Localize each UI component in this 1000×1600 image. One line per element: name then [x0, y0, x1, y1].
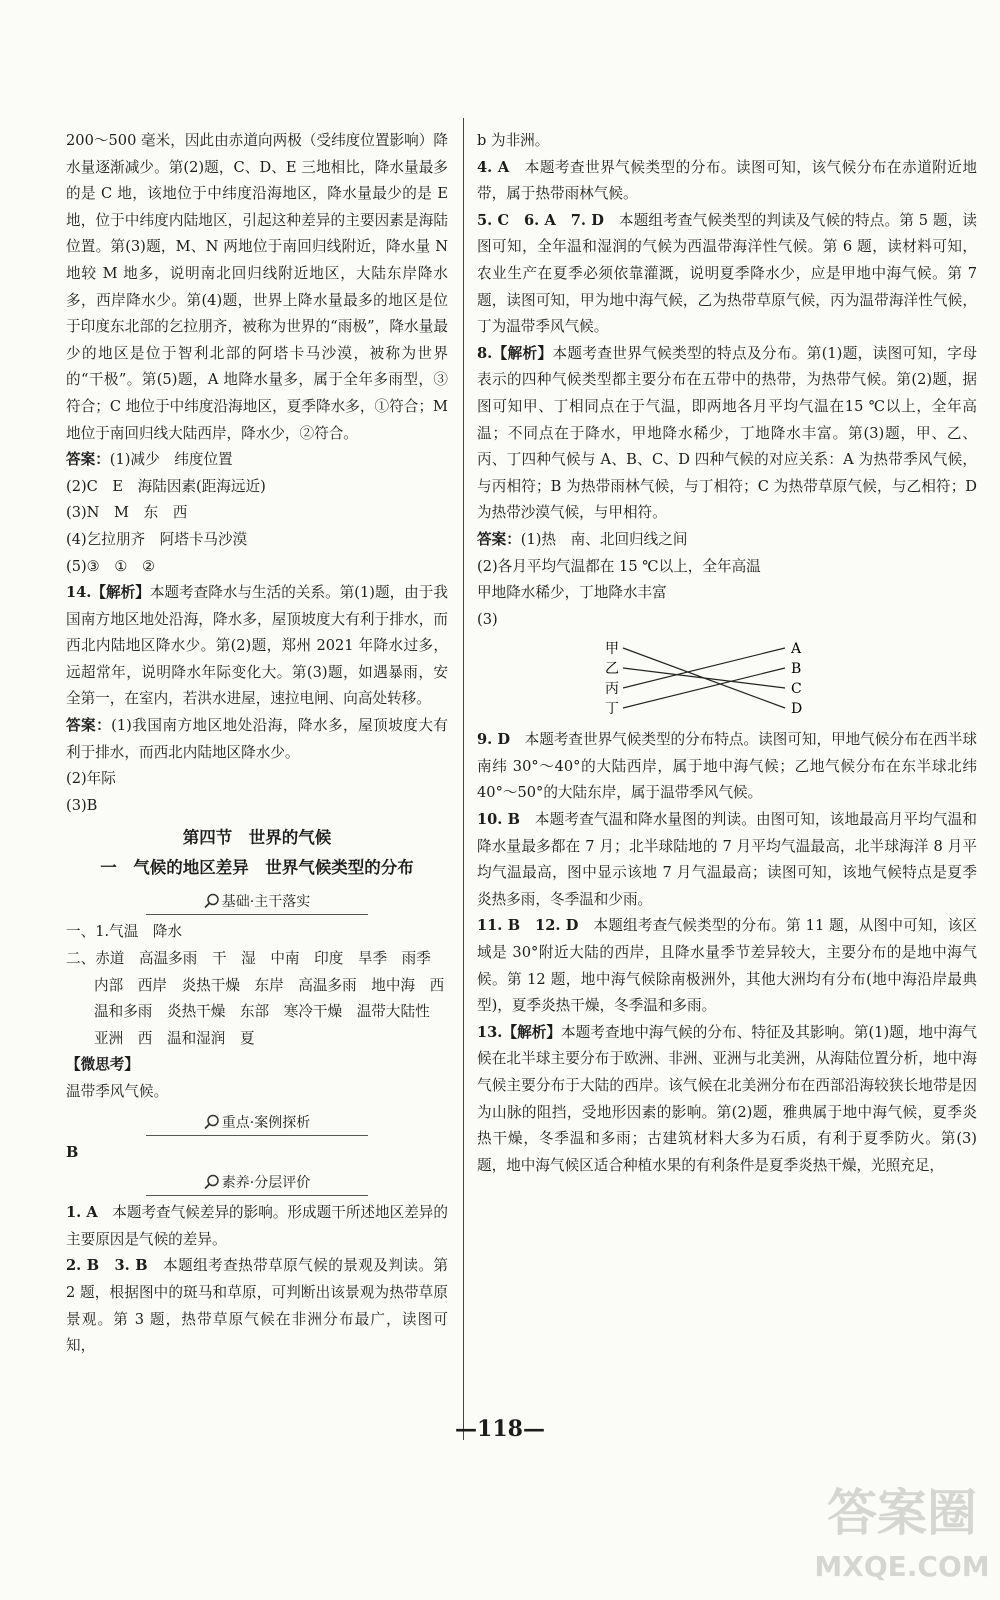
analysis-text: 本题考查地中海气候的分布、特征及其影响。第(1)题，地中海气候在北半球主要分布于欧洲、非洲、亚洲与北美洲，从海陆位置分析，地中海气候主要分布于大陆的西岸。该气候在北美洲分布在西部沿海较狭长地带是因为山脉的阻挡，受地形因素的影响。第(2)题，雅典属于地中海气候，夏季炎热干燥，冬季温和多雨；古建筑材料大多为石质，有利于夏季防火。第(3)题，地中海气候区适合种植水果的有利条件是夏季炎热干燥，光照充足， — [477, 1023, 977, 1174]
basics-line-2: 二、赤道 高温多雨 干 湿 中南 印度 旱季 雨季 — [66, 950, 431, 968]
question-number: 10. B — [477, 811, 520, 829]
q13-answer-4: (4)乞拉朋齐 阿塔卡马沙漠 — [66, 530, 248, 548]
diagram-right-label-0: A — [791, 641, 802, 658]
magnifier-icon — [204, 893, 220, 909]
basics-line-5: 亚洲 西 温和湿润 夏 — [94, 1029, 255, 1047]
answer-label: 答案： — [66, 717, 112, 735]
page-number: —118— — [455, 1416, 545, 1442]
diagram-right-label-2: C — [791, 681, 802, 698]
q4-analysis — [477, 155, 977, 208]
basics-line-1: 一、1.气温 降水 — [66, 923, 183, 941]
matching-diagram — [605, 639, 977, 721]
match-line-yi-c — [623, 668, 785, 688]
analysis-text: 本题考查世界气候类型的分布特点。读图可知，甲地气候分布在西半球南纬 30°～40°的大陆西岸，属于地中海气候；乙地气候分布在东半球北纬 40°～50°的大陆东岸，属于温带季风气候。 — [477, 731, 978, 802]
q8-analysis — [477, 341, 977, 527]
answer-line: (1)热 南、北回归线之间 — [520, 530, 688, 548]
banner-underline — [146, 1195, 368, 1196]
banner-underline — [146, 914, 368, 915]
diagram-right-label-3: D — [791, 701, 803, 718]
question-number: 13. — [477, 1023, 503, 1041]
diagram-left-label-0: 甲 — [605, 641, 619, 658]
banner-basics — [66, 885, 448, 919]
analysis-text: 本题考查气候差异的影响。形成题干所述地区差异的主要原因是气候的差异。 — [66, 1204, 448, 1248]
basics-line-4: 温和多雨 炎热干燥 东部 寒冷干燥 温带大陆性 — [94, 1003, 430, 1021]
analysis-text: 本题组考查气候类型的分布。第 11 题，从图中可知，该区域是 30°附近大陆的西岸，且降水量季节差异较大，主要分布的是地中海气候。第 12 题，地中海气候除南极洲外，其他大洲均有分布(地中海沿岸最典型)，夏季炎热干燥，冬季温和多雨。 — [477, 917, 977, 1015]
analysis-text: 本题考查世界气候类型的特点及分布。第(1)题，读图可知，字母表示的四种气候类型都主要分布在五带中的热带，为热带气候。第(2)题，据图可知甲、丁相同点在于气温，即两地各月平均气温在15 ℃以上，全年高温；不同点在于降水，甲地降水稀少，丁地降水丰富。第(3)题，甲、乙、丙、丁四种气候与 A、B、C、D 四种气候的对应关系：A 为热带季风气候，与丙相符；B 为热带雨林气候，与丁相符；C 为热带草原气候，与乙相符；D 为热带沙漠气候，与甲相符。 — [477, 344, 977, 522]
analysis-text: 本题考查气温和降水量图的判读。由图可知，该地最高月平均气温和降水量最多都在 7 月；北半球陆地的 7 月平均气温最高，北半球海洋 8 月平均气温最高，图中显示该地 7 月气温最高；读图可知，该地气候特点是夏季炎热多雨，冬季温和少雨。 — [477, 811, 977, 908]
q9-analysis — [477, 727, 977, 807]
answer-label: 答案： — [477, 530, 521, 548]
q3-continued: b 为非洲。 — [477, 132, 550, 149]
right-column — [477, 128, 977, 1179]
case-answer: B — [66, 1143, 79, 1161]
diagram-left-label-3: 丁 — [605, 701, 619, 718]
banner-case — [66, 1106, 448, 1140]
magnifier-icon — [204, 1174, 220, 1190]
q13-answer-1 — [66, 447, 448, 474]
q14-answer-2: (2)年际 — [66, 770, 116, 788]
banner-text: 基础·主干落实 — [221, 894, 311, 911]
q10-analysis — [477, 807, 977, 913]
analysis-tag: 【解析】 — [91, 584, 150, 602]
q2-3-analysis — [66, 1253, 448, 1359]
column-divider — [463, 118, 464, 1440]
match-line-bing-a — [623, 648, 785, 688]
q8-answer-4: (3) — [477, 610, 498, 628]
q13-answer-5: (5)③ ① ② — [66, 557, 156, 575]
question-number: 5. C 6. A 7. D — [477, 211, 604, 229]
question-number: 14. — [66, 584, 92, 602]
question-number: 4. A — [477, 158, 510, 176]
answer-line: (1)我国南方地区地处沿海，降水多，屋顶坡度大有利于排水，而西北内陆地区降水少。 — [66, 717, 448, 761]
matching-lines-svg — [605, 639, 805, 717]
analysis-tag: 【解析】 — [502, 1023, 562, 1041]
question-number: 11. B 12. D — [477, 917, 579, 935]
q8-answer-1 — [477, 527, 977, 554]
watermark-text: 答案圈 — [827, 1484, 977, 1542]
magnifier-icon — [204, 1114, 220, 1130]
watermark-url: MXQE.COM — [814, 1550, 990, 1583]
q5-7-analysis — [477, 208, 977, 341]
banner-text: 素养·分层评价 — [221, 1175, 311, 1192]
answer-line: (1)减少 纬度位置 — [109, 451, 233, 469]
banner-text: 重点·案例探析 — [221, 1114, 311, 1131]
q14-answer-1 — [66, 713, 448, 766]
answer-label: 答案： — [66, 451, 110, 469]
watermark-logo — [812, 1468, 992, 1588]
section-title: 第四节 世界的气候 — [182, 828, 332, 848]
q11-12-analysis — [477, 913, 977, 1019]
question-number: 2. B 3. B — [66, 1257, 148, 1275]
match-line-ding-b — [623, 668, 785, 708]
banner-underline — [146, 1135, 368, 1136]
diagram-right-label-1: B — [791, 661, 802, 678]
basics-line-3: 内部 西岸 炎热干燥 东岸 高温多雨 地中海 西 — [94, 976, 445, 994]
analysis-text: 本题组考查气候类型的判读及气候的特点。第 5 题，读图可知，全年温和湿润的气候为西温带海洋性气候。第 6 题，读材料可知，农业生产在夏季必须依靠灌溉，说明夏季降水少，应是甲地中海气候。第 7 题，读图可知，甲为地中海气候，乙为热带草原气候，丙为温带海洋性气候，丁为温带季风气候。 — [477, 211, 977, 336]
q13-answer-3: (3)N M 东 西 — [66, 504, 188, 522]
diagram-left-label-1: 乙 — [605, 661, 619, 678]
left-column — [66, 128, 448, 1360]
question-number: 9. D — [477, 731, 510, 749]
diagram-left-label-2: 丙 — [605, 681, 619, 698]
subsection-title: 一 气候的地区差异 世界气候类型的分布 — [100, 858, 414, 878]
analysis-text: 本题组考查热带草原气候的景观及判读。第 2 题，根据图中的斑马和草原，可判断出该景观为热带草原景观。第 3 题，热带草原气候在非洲分布最广，读图可知， — [66, 1257, 448, 1355]
q13-analysis-continued: 200～500 毫米，因此由赤道向两极（受纬度位置影响）降水量逐渐减少。第(2)题，C、D、E 三地相比，降水量最多的是 C 地，该地位于中纬度沿海地区，降水量最少的是 E 地，位于中纬度内陆地区，引起这种差异的主要因素是海陆位置。第(3)题，M、N 两地位于南回归线附近，降水量 N 地较 M 地多，说明南北回归线附近地区，大陆东岸降水多，西岸降水少。第(4)题，世界上降水量最多的地区是位于印度东北部的乞拉朋齐，被称为世界的“雨极”，降水量最少的地区是位于智利北部的阿塔卡马沙漠，被称为世界的“干极”。第(5)题，A 地降水量多，属于全年多雨型，③符合；C 地位于中纬度沿海地区，夏季降水多，①符合；M 地位于南回归线大陆西岸，降水少，②符合。 — [66, 132, 448, 442]
question-number: 1. A — [66, 1204, 98, 1222]
q13-answer-2: (2)C E 海陆因素(距海远近) — [66, 477, 266, 495]
q8-answer-2: (2)各月平均气温都在 15 ℃以上，全年高温 — [477, 557, 761, 575]
analysis-tag: 【解析】 — [492, 344, 553, 362]
q14-answer-3: (3)B — [66, 796, 98, 814]
q14-analysis — [66, 580, 448, 713]
question-number: 8. — [477, 344, 493, 362]
q1-analysis — [66, 1200, 448, 1253]
q8-answer-3: 甲地降水稀少，丁地降水丰富 — [477, 584, 667, 602]
q13-analysis — [477, 1020, 977, 1180]
analysis-text: 本题考查降水与生活的关系。第(1)题，由于我国南方地区地处沿海，降水多，屋顶坡度大有利于排水，而西北内陆地区降水少。第(2)题，郑州 2021 年降水过多，远超常年，说明降水年际变化大。第(3)题，如遇暴雨，安全第一，在室内，若洪水进屋，速拉电闸、向高处转移。 — [66, 584, 448, 708]
weisikao-text: 温带季风气候。 — [66, 1083, 169, 1100]
analysis-text: 本题考查世界气候类型的分布。读图可知，该气候分布在赤道附近地带，属于热带雨林气候。 — [477, 158, 977, 203]
banner-evaluation — [66, 1166, 448, 1200]
weisikao-label: 【微思考】 — [66, 1056, 139, 1074]
